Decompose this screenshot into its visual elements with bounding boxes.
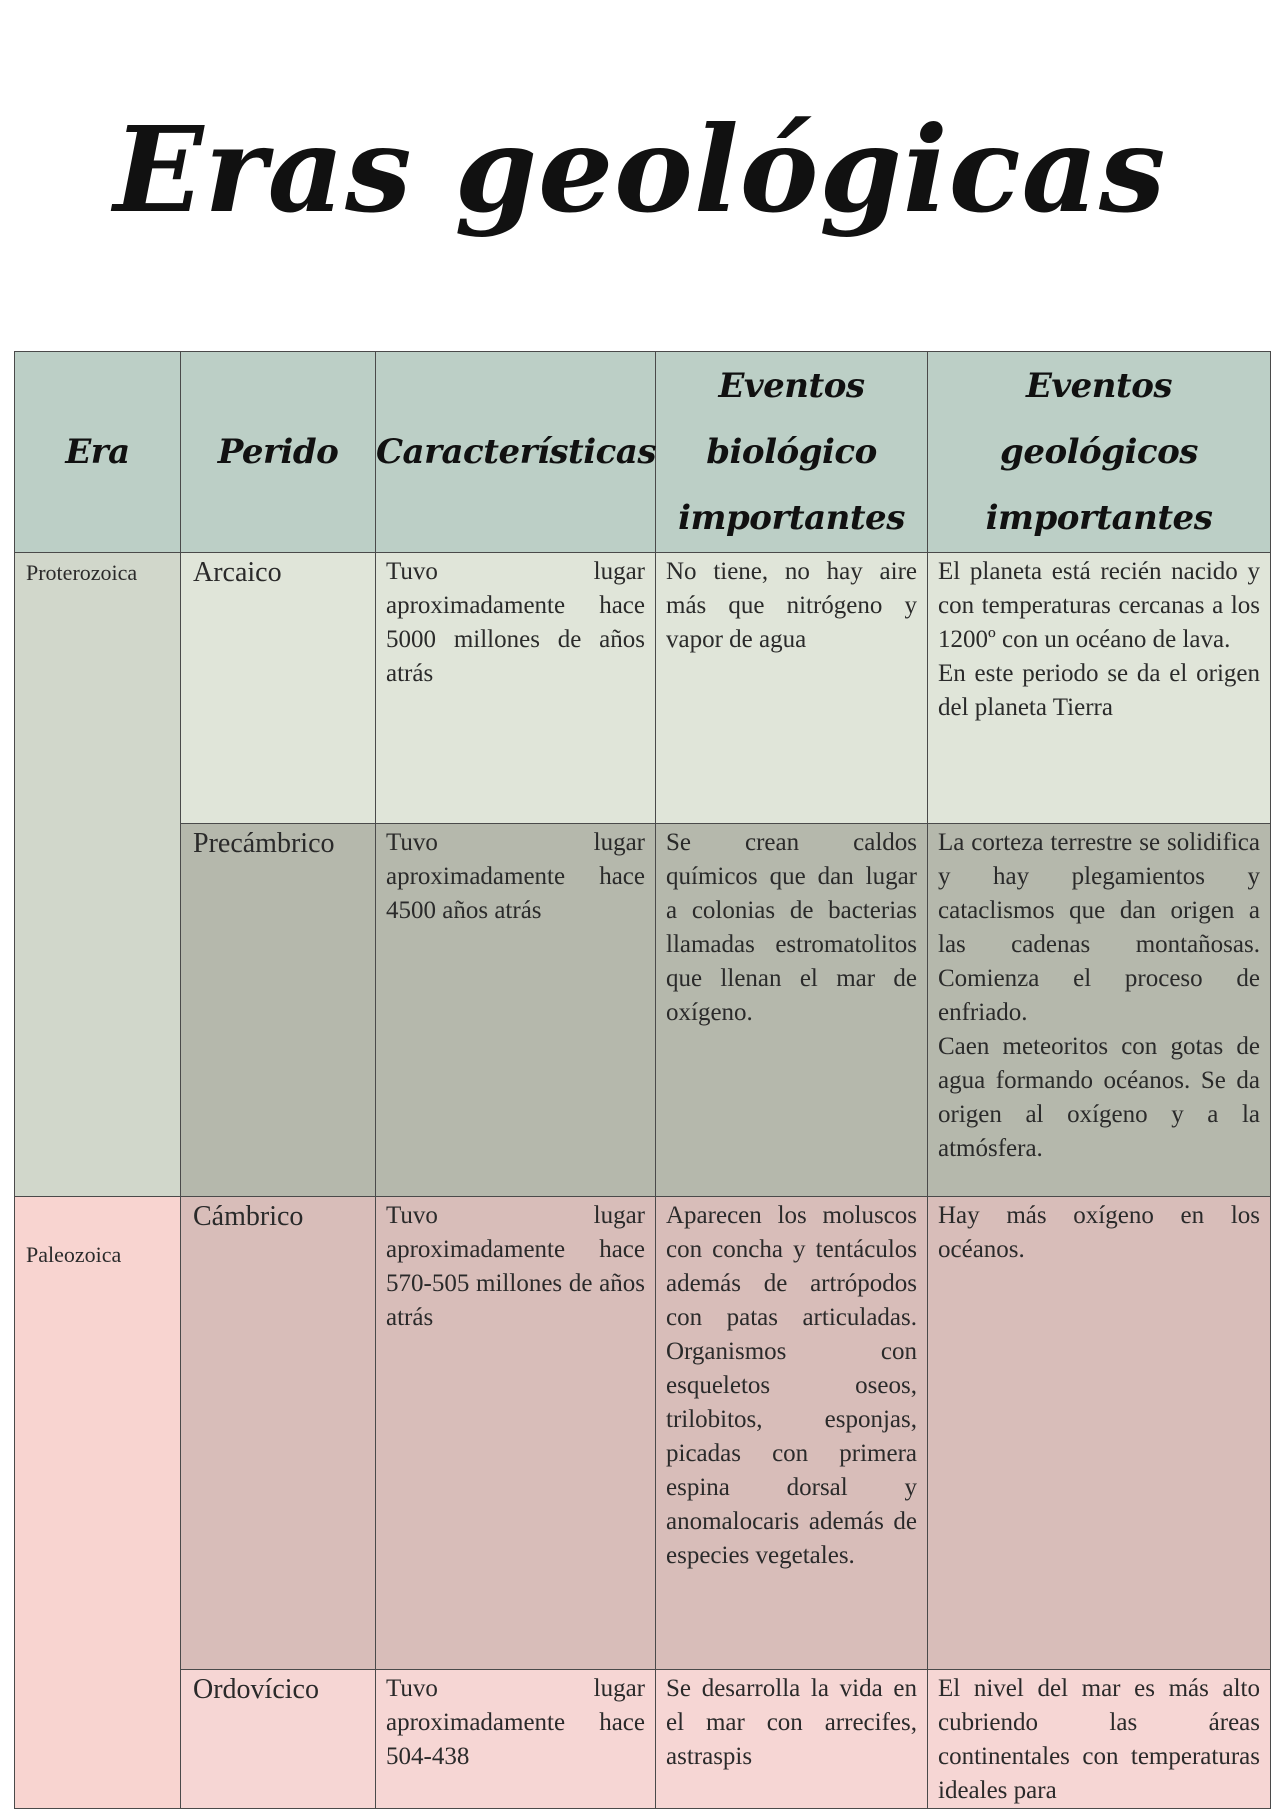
eventos-geologicos-cell [928, 553, 1271, 824]
eventos-biologicos-cell: Aparecen los moluscos con concha y tentáculos además de artrópodos con patas articuladas. Organismos con esqueletos oseos, trilobitos, esponjas, picadas con primera espina dorsal y anomalocaris además de especies vegetales. [656, 1197, 928, 1670]
era-cell-proterozoica [15, 553, 181, 1197]
header-caracteristicas: Características [376, 352, 656, 553]
period-cell: Cámbrico [181, 1197, 376, 1670]
eventos-biologicos-cell: Se desarrolla la vida en el mar con arrecifes, astraspis [656, 1670, 928, 1809]
eventos-biologicos-cell: No tiene, no hay aire más que nitrógeno y vapor de agua [656, 553, 928, 824]
caracteristicas-cell: Tuvo lugar aproximadamente hace 4500 años atrás [376, 824, 656, 1197]
era-cell-paleozoica [15, 1197, 181, 1809]
period-cell: Precámbrico [181, 824, 376, 1197]
eventos-geologicos-paragraph: Hay más oxígeno en los océanos. [938, 1202, 1260, 1263]
period-cell: Arcaico [181, 553, 376, 824]
eventos-geologicos-cell [928, 824, 1271, 1197]
era-label: Proterozoica [26, 560, 138, 585]
eras-table [14, 351, 1271, 1809]
table-row [15, 1197, 1271, 1670]
period-cell: Ordovícico [181, 1670, 376, 1809]
era-label: Paleozoica [26, 1242, 122, 1267]
header-row [15, 352, 1271, 553]
caracteristicas-cell: Tuvo lugar aproximadamente hace 504-438 [376, 1670, 656, 1809]
table-row [15, 1670, 1271, 1809]
table-row [15, 553, 1271, 824]
header-eventos-biologicos: Eventos biológico importantes [656, 352, 928, 553]
eventos-geologicos-paragraph: Caen meteoritos con gotas de agua formando océanos. Se da origen al oxígeno y a la atmósfera. [938, 1033, 1260, 1162]
header-era: Era [15, 352, 181, 553]
eventos-biologicos-cell: Se crean caldos químicos que dan lugar a colonias de bacterias llamadas estromatolitos que llenan el mar de oxígeno. [656, 824, 928, 1197]
caracteristicas-cell: Tuvo lugar aproximadamente hace 570-505 millones de años atrás [376, 1197, 656, 1670]
header-eventos-geologicos: Eventos geológicos importantes [928, 352, 1271, 553]
header-periodo: Perido [181, 352, 376, 553]
eventos-geologicos-paragraph: La corteza terrestre se solidifica y hay plegamientos y cataclismos que dan origen a las cadenas montañosas. Comienza el proceso de enfriado. [938, 829, 1260, 1026]
eventos-geologicos-cell [928, 1670, 1271, 1809]
eventos-geologicos-paragraph: En este periodo se da el origen del planeta Tierra [938, 660, 1260, 721]
table-row [15, 824, 1271, 1197]
eventos-geologicos-cell [928, 1197, 1271, 1670]
eventos-geologicos-paragraph: El planeta está recién nacido y con temperaturas cercanas a los 1200º con un océano de lava. [938, 558, 1260, 653]
eventos-geologicos-paragraph: El nivel del mar es más alto cubriendo las áreas continentales con temperaturas ideales para [938, 1675, 1260, 1804]
caracteristicas-cell: Tuvo lugar aproximadamente hace 5000 millones de años atrás [376, 553, 656, 824]
page-title: Eras geológicas [113, 100, 1167, 239]
